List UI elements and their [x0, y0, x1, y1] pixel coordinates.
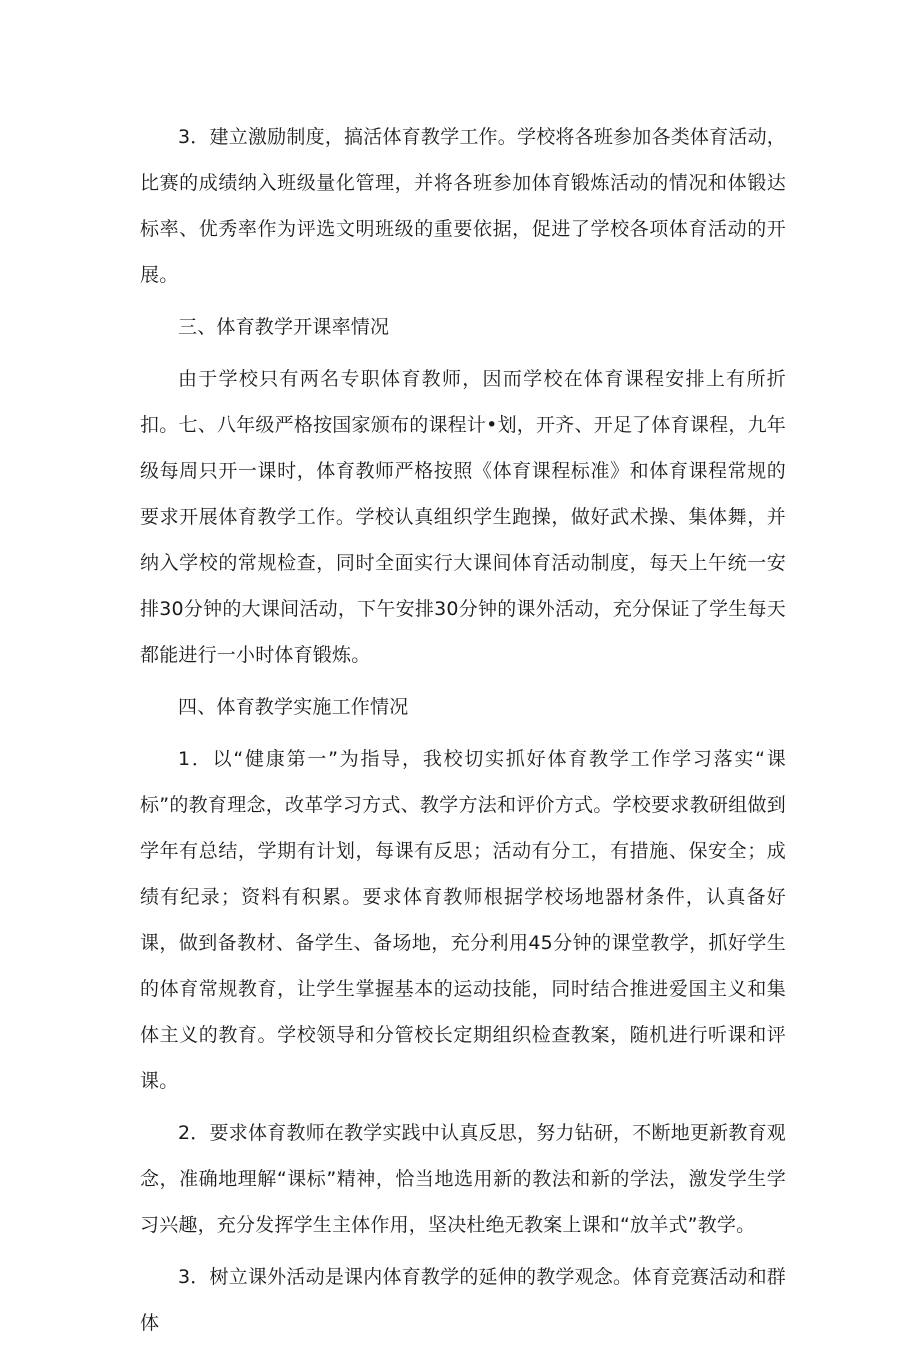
section-heading-class-rate: 三、体育教学开课率情况 — [178, 316, 390, 338]
paragraph-class-rate: 由于学校只有两名专职体育教师，因而学校在体育课程安排上有所折扣。七、八年级严格按国家颁布的课程计•划，开齐、开足了体育课程，九年级每周只开一课时，体育教师严格按照《体育课程标准》和体育课程常规的要求开展体育教学工作。学校认真组织学生跑操，做好武术操、集体舞，并纳入学校的常规检查，同时全面实行大课间体育活动制度，每天上午统一安排30分钟的大课间活动，下午安排30分钟的课外活动，充分保证了学生每天都能进行一小时体育锻炼。 — [140, 368, 786, 666]
section-heading-implementation: 四、体育教学实施工作情况 — [178, 696, 409, 718]
paragraph-extracurricular: 3．树立课外活动是课内体育教学的延伸的教学观念。体育竞赛活动和群体 — [140, 1266, 786, 1334]
paragraph-health-first: 1．以“健康第一”为指导，我校切实抓好体育教学工作学习落实“课标”的教育理念，改革学习方式、教学方法和评价方式。学校要求教研组做到学年有总结，学期有计划，每课有反思；活动有分工，有措施、保安全；成绩有纪录；资料有积累。要求体育教师根据学校场地器材条件，认真备好课，做到备教材、备学生、备场地，充分利用45分钟的课堂教学，抓好学生的体育常规教育，让学生掌握基本的运动技能，同时结合推进爱国主义和集体主义的教育。学校领导和分管校长定期组织检查教案，随机进行听课和评课。 — [140, 748, 786, 1092]
paragraph-incentive-system: 3．建立激励制度，搞活体育教学工作。学校将各班参加各类体育活动，比赛的成绩纳入班级量化管理，并将各班参加体育锻炼活动的情况和体锻达标率、优秀率作为评选文明班级的重要依据，促进了学校各项体育活动的开展。 — [140, 126, 786, 286]
paragraph-teacher-reflection: 2．要求体育教师在教学实践中认真反思，努力钻研，不断地更新教育观念，准确地理解“课标”精神，恰当地选用新的教法和新的学法，激发学生学习兴趣，充分发挥学生主体作用，坚决杜绝无教案上课和“放羊式”教学。 — [140, 1122, 786, 1236]
document-body — [140, 114, 786, 1346]
